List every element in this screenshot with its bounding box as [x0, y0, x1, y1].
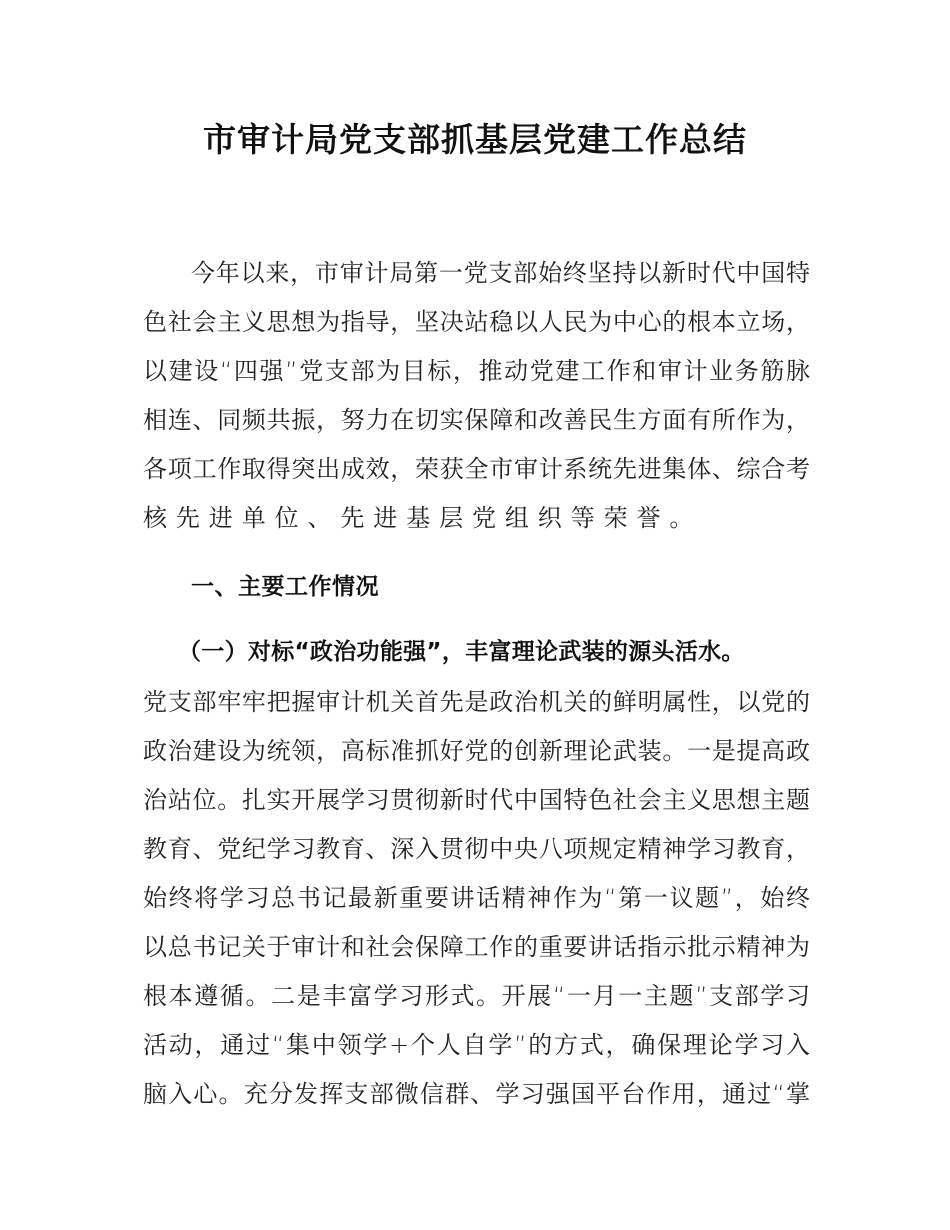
paragraph-line: 相连、同频共振，努力在切实保障和改善民生方面有所作为， [143, 406, 811, 434]
paragraph-line: 活动，通过“集中领学+个人自学”的方式，确保理论学习入 [143, 1031, 812, 1059]
paragraph-line: 党支部牢牢把握审计机关首先是政治机关的鲜明属性，以党的 [143, 688, 811, 716]
subsection-heading: （一）对标“政治功能强”，丰富理论武装的源头活水。 [178, 639, 745, 665]
paragraph-line: 以总书记关于审计和社会保障工作的重要讲话指示批示精神为 [143, 933, 811, 961]
paragraph-line: 各项工作取得突出成效，荣获全市审计系统先进集体、综合考 [143, 455, 811, 483]
subsection-paragraph [143, 678, 810, 1119]
document-title: 市审计局党支部抓基层党建工作总结 [203, 120, 747, 159]
paragraph-line: 今年以来，市审计局第一党支部始终坚持以新时代中国特 [191, 259, 811, 287]
paragraph-line: 脑入心。充分发挥支部微信群、学习强国平台作用，通过“掌 [143, 1080, 812, 1108]
paragraph-line: 治站位。扎实开展学习贯彻新时代中国特色社会主义思想主题 [143, 786, 811, 814]
paragraph-line: 根本遵循。二是丰富学习形式。开展“一月一主题”支部学习 [143, 982, 812, 1010]
paragraph-line: 教育、党纪学习教育、深入贯彻中央八项规定精神学习教育， [143, 835, 811, 863]
paragraph-line: 政治建设为统领，高标准抓好党的创新理论武装。一是提高政 [143, 737, 811, 765]
paragraph-line: 始终将学习总书记最新重要讲话精神作为“第一议题”，始终 [143, 884, 812, 912]
paragraph-line: 以建设“四强”党支部为目标，推动党建工作和审计业务筋脉 [143, 357, 812, 385]
paragraph-line: 色社会主义思想为指导，坚决站稳以人民为中心的根本立场， [143, 308, 811, 336]
section-heading: 一、主要工作情况 [191, 574, 379, 600]
paragraph-line: 核先进单位、先进基层党组织等荣誉。 [143, 504, 703, 532]
intro-paragraph [143, 249, 810, 543]
